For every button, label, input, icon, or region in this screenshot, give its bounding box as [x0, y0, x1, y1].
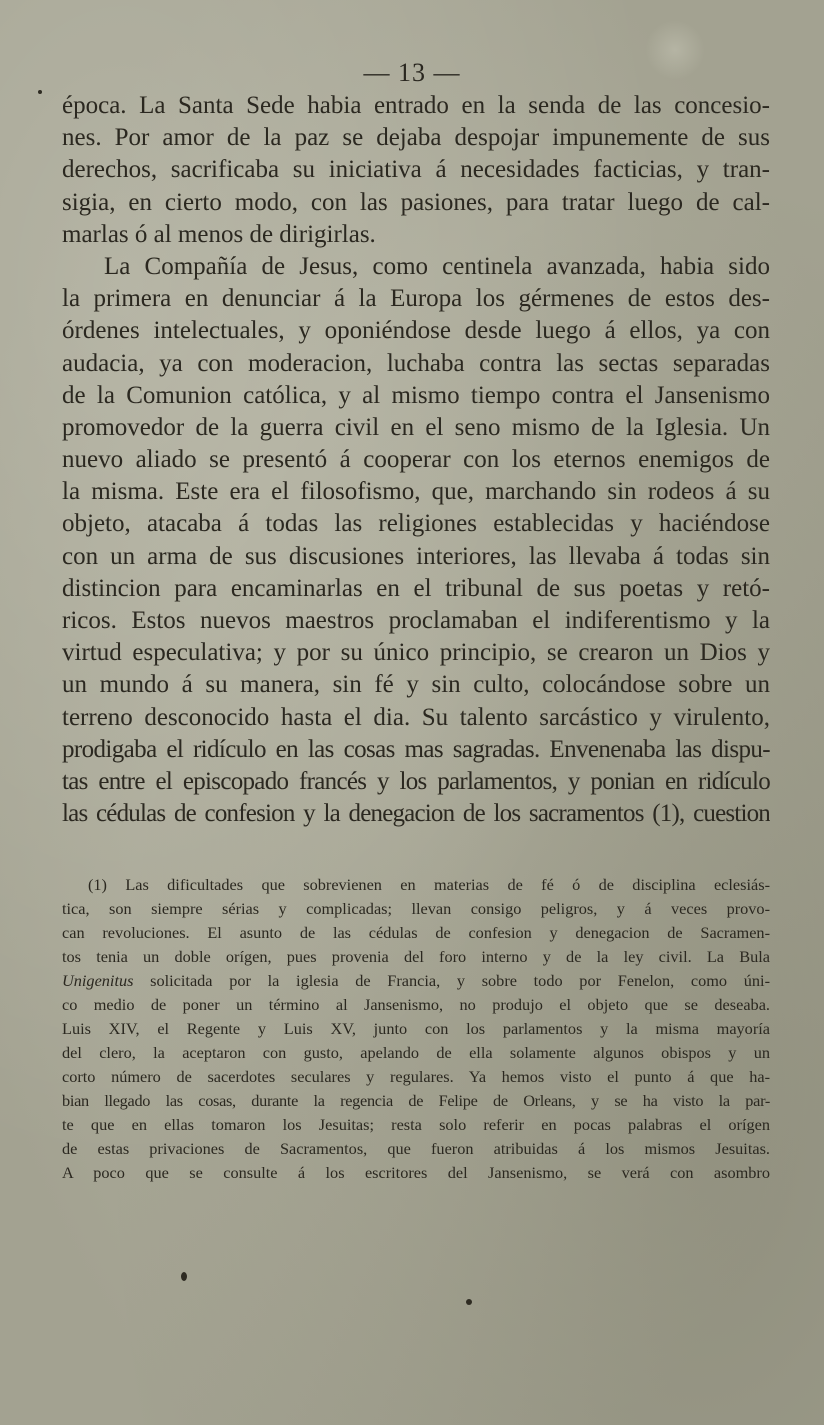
footnote-line: A poco que se consulte á los escritores del Jansenismo, se verá con asombro	[62, 1163, 770, 1182]
text-line: distincion para encaminarlas en el tribunal de sus poetas y retó-	[62, 574, 770, 602]
footnote-text: solicitada por la iglesia de Francia, y sobre todo por Fenelon, como úni-	[133, 971, 770, 990]
text-line: terreno desconocido hasta el dia. Su talento sarcástico y virulento,	[62, 703, 770, 731]
footnote-line: Luis XIV, el Regente y Luis XV, junto con los parlamentos y la misma mayoría	[62, 1019, 770, 1038]
footnote-line: tos tenia un doble orígen, pues provenia del foro interno y de la ley civil. La Bula	[62, 947, 770, 966]
text-line: objeto, atacaba á todas las religiones establecidas y haciéndose	[62, 510, 770, 538]
footnote-line: te que en ellas tomaron los Jesuitas; resta solo referir en pocas palabras el orígen	[62, 1115, 770, 1134]
paragraph-start-line: La Compañía de Jesus, como centinela avanzada, habia sido	[104, 252, 770, 280]
text-line: un mundo á su manera, sin fé y sin culto, colocándose sobre un	[62, 671, 770, 699]
footnote-line: co medio de poner un término al Jansenismo, no produjo el objeto que se deseaba.	[62, 995, 770, 1014]
text-line: de la Comunion católica, y al mismo tiempo contra el Jansenismo	[62, 381, 770, 409]
text-line: tas entre el episcopado francés y los parlamentos, y ponian en ridículo	[62, 767, 770, 795]
text-line: ricos. Estos nuevos maestros proclamaban el indiferentismo y la	[62, 607, 770, 634]
text-line: con un arma de sus discusiones interiores, las llevaba á todas sin	[62, 542, 770, 570]
text-line: las cédulas de confesion y la denegacion de los sacramentos (1), cuestion	[62, 800, 770, 828]
footnote-line: de estas privaciones de Sacramentos, que fueron atribuidas á los mismos Jesuitas.	[62, 1139, 770, 1158]
page-number: — 13 —	[363, 58, 461, 87]
text-line: nes. Por amor de la paz se dejaba despojar impunemente de sus	[62, 124, 770, 152]
text-line: sigia, en cierto modo, con las pasiones, para tratar luego de cal-	[62, 188, 770, 216]
text-line: marlas ó al menos de dirigirlas.	[62, 220, 376, 248]
footnote-line: corto número de sacerdotes seculares y regulares. Ya hemos visto el punto á que ha-	[62, 1067, 770, 1086]
text-line: derechos, sacrificaba su iniciativa á necesidades facticias, y tran-	[62, 156, 770, 184]
text-line: audacia, ya con moderacion, luchaba contra las sectas separadas	[62, 349, 770, 377]
text-line: promovedor de la guerra civil en el seno mismo de la Iglesia. Un	[62, 413, 770, 441]
text-line: órdenes intelectuales, y oponiéndose desde luego á ellos, ya con	[62, 317, 770, 345]
footnote-italic-term: Unigenitus	[62, 971, 134, 990]
footnote-line: (1) Las dificultades que sobrevienen en materias de fé ó de disciplina eclesiás-	[88, 875, 770, 894]
text-line: época. La Santa Sede habia entrado en la senda de las concesio-	[62, 92, 770, 119]
footnote-line: bian llegado las cosas, durante la regencia de Felipe de Orleans, y se ha visto la par-	[62, 1091, 770, 1110]
ink-speck	[181, 1272, 187, 1281]
text-line: la primera en denunciar á la Europa los gérmenes de estos des-	[62, 285, 770, 313]
footnote-line	[62, 969, 770, 993]
main-text	[62, 90, 770, 830]
text-line: virtud especulativa; y por su único principio, se crearon un Dios y	[62, 639, 770, 667]
footnote-line: del clero, la aceptaron con gusto, apelando de ella solamente algunos obispos y un	[62, 1043, 770, 1062]
ink-speck	[466, 1299, 472, 1305]
footnote-line: tica, son siempre sérias y complicadas; llevan consigo peligros, y á veces provo-	[62, 899, 770, 918]
footnote	[62, 873, 770, 1185]
text-line: nuevo aliado se presentó á cooperar con los eternos enemigos de	[62, 446, 770, 474]
text-line: la misma. Este era el filosofismo, que, marchando sin rodeos á su	[62, 478, 770, 506]
footnote-line: can revoluciones. El asunto de las cédulas de confesion y denegacion de Sacramen-	[62, 923, 770, 942]
ink-speck	[38, 90, 42, 94]
text-line: prodigaba el ridículo en las cosas mas sagradas. Envenenaba las dispu-	[62, 735, 770, 763]
